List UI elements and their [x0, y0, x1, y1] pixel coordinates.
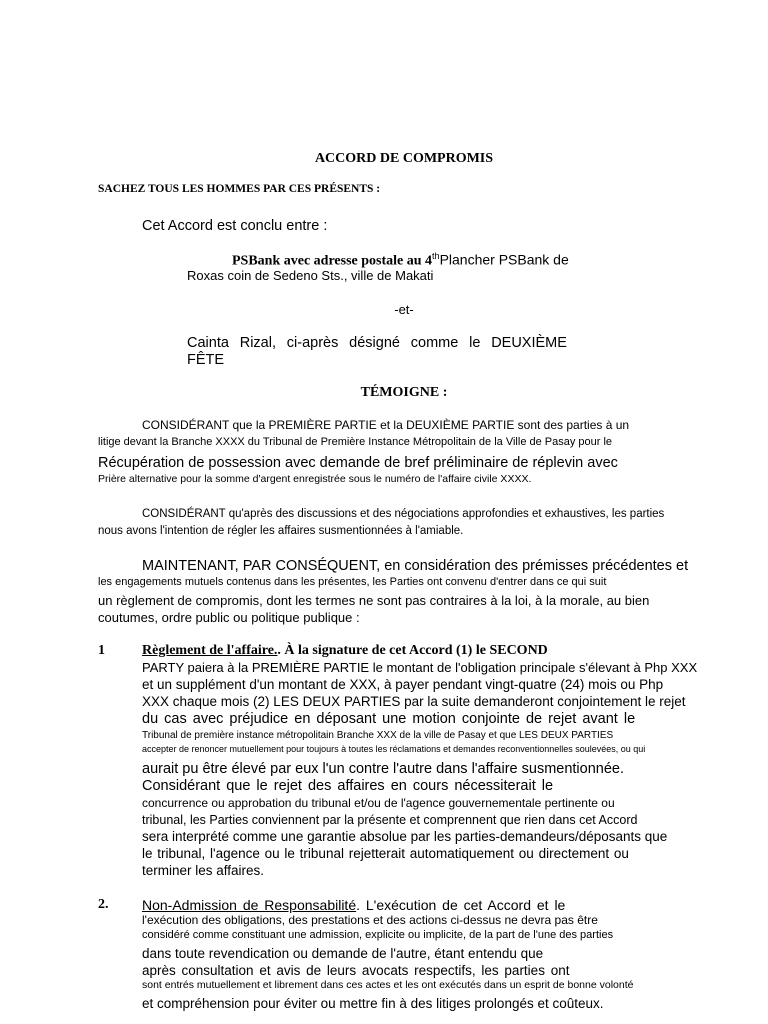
item-1-line: le tribunal, l'agence ou le tribunal rejetterait automatiquement ou directement ou [142, 846, 629, 861]
word: Rizal, [239, 335, 276, 351]
item-1-number: 1 [98, 643, 105, 658]
item-1-line: XXX chaque mois (2) LES DEUX PARTIES par la suite demanderont conjointement le rejet [142, 694, 686, 709]
item-2-number: 2. [98, 897, 109, 912]
intro-text: Cet Accord est conclu entre : [142, 218, 328, 234]
paragraph-1-line-3: Récupération de possession avec demande de bref préliminaire de réplevin avec [98, 455, 618, 471]
word: le [469, 335, 481, 351]
second-party-block [187, 335, 567, 369]
item-2-line: dans toute revendication ou demande de l'autre, étant entendu que [142, 946, 544, 961]
item-1-line: PARTY paiera à la PREMIÈRE PARTIE le montant de l'obligation principale s'élevant à Php XXX [142, 660, 698, 675]
separator-et: -et- [394, 302, 414, 317]
item-1-heading-rest: . À la signature de cet Accord (1) le SECOND [277, 643, 548, 658]
item-1-heading [142, 643, 548, 659]
paragraph-1-line-2: litige devant la Branche XXXX du Tribunal de Première Instance Métropolitain de la Ville de Pasay pour le [98, 436, 613, 448]
item-1-line: sera interprété comme une garantie absolue par les parties-demandeurs/déposants que [142, 829, 668, 844]
item-1-line: Considérant que le rejet des affaires en cours nécessiterait le [142, 778, 554, 794]
item-1-line: aurait pu être élevé par eux l'un contre l'autre dans l'affaire susmentionnée. [142, 761, 624, 777]
first-party-name: PSBank avec adresse postale au 4 [232, 253, 433, 269]
second-party-line-1 [187, 335, 567, 352]
item-2-heading-rest: . L'exécution de cet Accord et le [356, 897, 566, 913]
item-1-line: et un supplément d'un montant de XXX, à payer pendant vingt-quatre (24) mois ou Php [142, 677, 664, 692]
item-1-line: terminer les affaires. [142, 863, 265, 878]
item-2-line: considéré comme constituant une admission, explicite ou implicite, de la part de l'une des parties [142, 929, 614, 941]
paragraph-3-line-2: les engagements mutuels contenus dans les présentes, les Parties ont convenu d'entrer dans ce qui suit [98, 576, 607, 588]
document-title: ACCORD DE COMPROMIS [314, 151, 494, 166]
item-2-line: après consultation et avis de leurs avocats respectifs, les parties ont [142, 963, 570, 978]
item-1-line: accepter de renoncer mutuellement pour toujours à toutes les réclamations et demandes reconventionnelles soulevées, ou qui [142, 744, 646, 754]
paragraph-3-line-4: coutumes, ordre public ou politique publique : [98, 610, 360, 625]
word: Cainta [187, 335, 229, 351]
word: DEUXIÈME [491, 335, 567, 351]
paragraph-3-line-1: MAINTENANT, PAR CONSÉQUENT, en considération des prémisses précédentes et [142, 558, 689, 574]
item-2-heading-title: Non-Admission de Responsabilité [142, 897, 357, 913]
first-party-line-2: Roxas coin de Sedeno Sts., ville de Makati [187, 268, 434, 283]
item-2-line: l'exécution des obligations, des prestations et des actions ci-dessus ne devra pas être [142, 913, 598, 927]
item-2-heading [142, 897, 565, 913]
ordinal-suffix: th [432, 251, 440, 261]
item-1-line: tribunal, les Parties conviennent par la présente et comprennent que rien dans cet Accord [142, 813, 638, 827]
paragraph-1-line-4: Prière alternative pour la somme d'argent enregistrée sous le numéro de l'affaire civile XXXX. [98, 473, 532, 485]
item-1-line: Tribunal de première instance métropolitain Branche XXX de la ville de Pasay et que LES DEUX PARTIES [142, 730, 614, 741]
document-heading: SACHEZ TOUS LES HOMMES PAR CES PRÉSENTS : [98, 183, 381, 195]
item-1-line: concurrence ou approbation du tribunal et/ou de l'agence gouvernementale pertinente ou [142, 796, 615, 810]
witnesseth-heading: TÉMOIGNE : [360, 385, 448, 400]
paragraph-3-line-3: un règlement de compromis, dont les termes ne sont pas contraires à la loi, à la morale, au bien [98, 593, 650, 608]
first-party-address: Plancher PSBank de [439, 251, 569, 268]
word: désigné [349, 335, 400, 351]
item-1-line: du cas avec préjudice en déposant une motion conjointe de rejet avant le [142, 711, 636, 727]
second-party-line-2: FÊTE [187, 352, 225, 368]
item-2-line: sont entrés mutuellement et librement dans ces actes et les ont exécutés dans un esprit de bonne volonté [142, 979, 634, 991]
paragraph-1-line-1: CONSIDÉRANT que la PREMIÈRE PARTIE et la DEUXIÈME PARTIE sont des parties à un [142, 418, 630, 432]
paragraph-2-line-1: CONSIDÉRANT qu'après des discussions et des négociations approfondies et exhaustives, les parties [142, 508, 665, 520]
word: comme [410, 335, 459, 351]
item-1-heading-title: Règlement de l'affaire. [142, 643, 278, 658]
word: ci-après [286, 335, 339, 351]
item-2-line: et compréhension pour éviter ou mettre fin à des litiges prolongés et coûteux. [142, 996, 604, 1011]
paragraph-2-line-2: nous avons l'intention de régler les affaires susmentionnées à l'amiable. [98, 525, 464, 537]
first-party-line-1 [232, 251, 569, 270]
